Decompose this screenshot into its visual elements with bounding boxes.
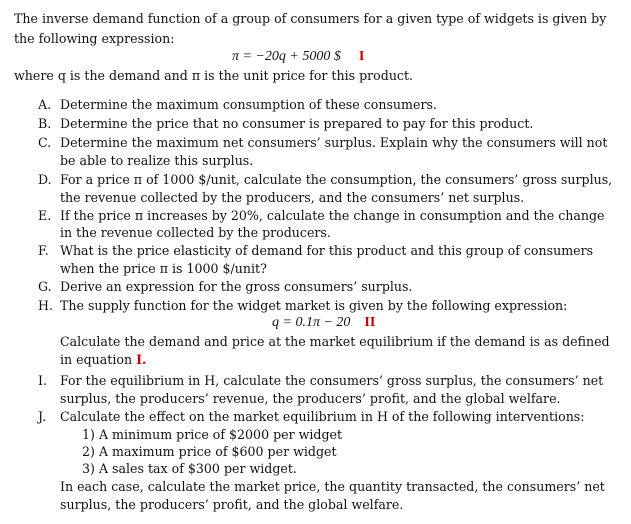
sub-item-3 <box>82 460 297 478</box>
demand-equation <box>232 48 364 66</box>
item-H-text-4 <box>60 351 146 369</box>
item-label-F: F. <box>38 243 49 258</box>
item-D-text-2: the revenue collected by the producers, and the consumers’ net surplus. <box>60 190 525 205</box>
item-D-text-1: For a price π of 1000 $/unit, calculate the consumption, the consumers’ gross surplus, <box>60 172 613 187</box>
item-J-text-2: In each case, calculate the market price, the quantity transacted, the consumers’ net <box>60 479 605 494</box>
sub-item-2-text: A maximum price of $600 per widget <box>98 444 337 459</box>
item-H-text-4a: in equation <box>60 352 137 367</box>
sub-item-2 <box>82 443 337 461</box>
item-C-text-1: Determine the maximum net consumers’ surplus. Explain why the consumers will not <box>60 135 608 150</box>
intro-line-1: The inverse demand function of a group of consumers for a given type of widgets is given by <box>14 11 607 26</box>
sub-item-3-text: A sales tax of $300 per widget. <box>98 461 297 476</box>
item-J-text-3: surplus, the producers’ profit, and the global welfare. <box>60 497 404 512</box>
item-label-C: C. <box>38 135 52 150</box>
item-label-H: H. <box>38 298 53 313</box>
item-label-I: I. <box>38 373 47 388</box>
equation-tag-II: II <box>364 315 376 330</box>
sub-item-1 <box>82 426 342 444</box>
intro-line-3: where q is the demand and π is the unit price for this product. <box>14 68 414 83</box>
item-I-text-2: surplus, the producers’ revenue, the producers’ profit, and the global welfare. <box>60 391 561 406</box>
equation-ref-I: I. <box>136 352 147 367</box>
item-H-text-3: Calculate the demand and price at the market equilibrium if the demand is as defined <box>60 334 610 349</box>
supply-equation <box>272 314 375 332</box>
item-A-text: Determine the maximum consumption of these consumers. <box>60 97 437 112</box>
item-E-text-1: If the price π increases by 20%, calculate the change in consumption and the change <box>60 208 605 223</box>
item-label-G: G. <box>38 279 52 294</box>
intro-line-2: the following expression: <box>14 31 175 46</box>
item-label-J: J. <box>38 409 47 424</box>
equation-tag-I: I <box>358 49 365 64</box>
sub-item-3-num: 3) <box>82 461 95 476</box>
sub-item-2-num: 2) <box>82 444 95 459</box>
item-J-text-1: Calculate the effect on the market equilibrium in H of the following interventions: <box>60 409 585 424</box>
item-label-A: A. <box>38 97 52 112</box>
item-F-text-1: What is the price elasticity of demand for this product and this group of consumers <box>60 243 594 258</box>
item-C-text-2: be able to realize this surplus. <box>60 153 254 168</box>
sub-item-1-text: A minimum price of $2000 per widget <box>98 427 343 442</box>
item-label-D: D. <box>38 172 52 187</box>
item-E-text-2: in the revenue collected by the producers. <box>60 225 331 240</box>
item-H-text-1: The supply function for the widget market is given by the following expression: <box>60 298 568 313</box>
item-I-text-1: For the equilibrium in H, calculate the consumers’ gross surplus, the consumers’ net <box>60 373 604 388</box>
item-G-text: Derive an expression for the gross consumers’ surplus. <box>60 279 413 294</box>
item-label-E: E. <box>38 208 52 223</box>
sub-item-1-num: 1) <box>82 427 95 442</box>
item-label-B: B. <box>38 116 52 131</box>
supply-equation-text: q = 0.1π − 20 <box>272 315 351 330</box>
item-F-text-2: when the price π is 1000 $/unit? <box>60 261 267 276</box>
item-B-text: Determine the price that no consumer is prepared to pay for this product. <box>60 116 534 131</box>
demand-equation-text: π = −20q + 5000 $ <box>232 49 341 64</box>
